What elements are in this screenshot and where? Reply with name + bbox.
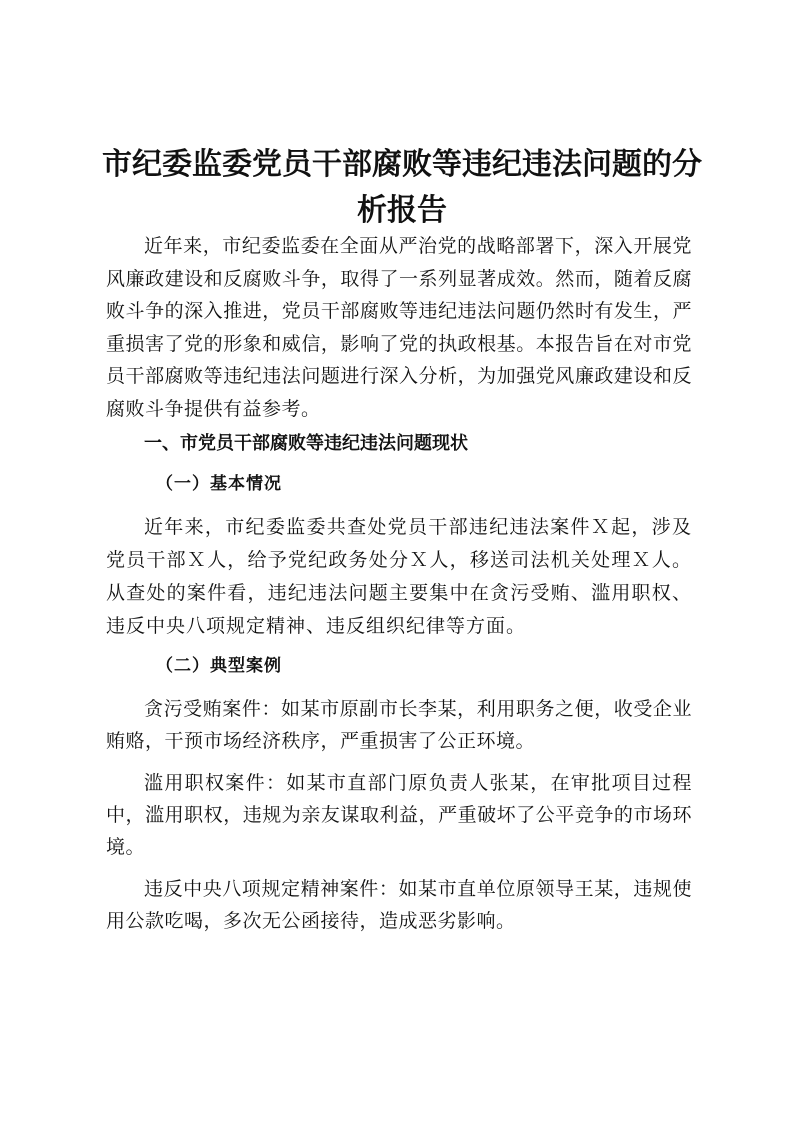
case-paragraph-abuse-of-power: 滥用职权案件：如某市直部门原负责人张某，在审批项目过程中，滥用职权，违规为亲友谋取利益，严重破坏了公平竞争的市场环境。 xyxy=(106,772,692,858)
case-paragraph-bribery: 贪污受贿案件：如某市原副市长李某，利用职务之便，收受企业贿赂，干预市场经济秩序，严重损害了公正环境。 xyxy=(106,698,692,752)
document-body xyxy=(106,230,692,947)
basic-situation-paragraph: 近年来，市纪委监委共查处党员干部违纪违法案件Ｘ起，涉及党员干部Ｘ人，给予党纪政务处分Ｘ人，移送司法机关处理Ｘ人。从查处的案件看，违纪违法问题主要集中在贪污受贿、滥用职权、违反中央八项规定精神、违反组织纪律等方面。 xyxy=(106,516,692,637)
subsection-2-heading: （二）典型案例 xyxy=(156,656,282,676)
intro-paragraph: 近年来，市纪委监委在全面从严治党的战略部署下，深入开展党风廉政建设和反腐败斗争，取得了一系列显著成效。然而，随着反腐败斗争的深入推进，党员干部腐败等违纪违法问题仍然时有发生，严重损害了党的形象和威信，影响了党的执政根基。本报告旨在对市党员干部腐败等违纪违法问题进行深入分析，为加强党风廉政建设和反腐败斗争提供有益参考。 xyxy=(106,235,692,420)
section-1-heading: 一、市党员干部腐败等违纪违法问题现状 xyxy=(144,433,468,454)
document-title: 市纪委监委党员干部腐败等违纪违法问题的分析报告 xyxy=(102,147,702,228)
subsection-1-heading: （一）基本情况 xyxy=(156,474,282,494)
case-paragraph-eight-rules: 违反中央八项规定精神案件：如某市直单位原领导王某，违规使用公款吃喝，多次无公函接待，造成恶劣影响。 xyxy=(106,878,692,932)
